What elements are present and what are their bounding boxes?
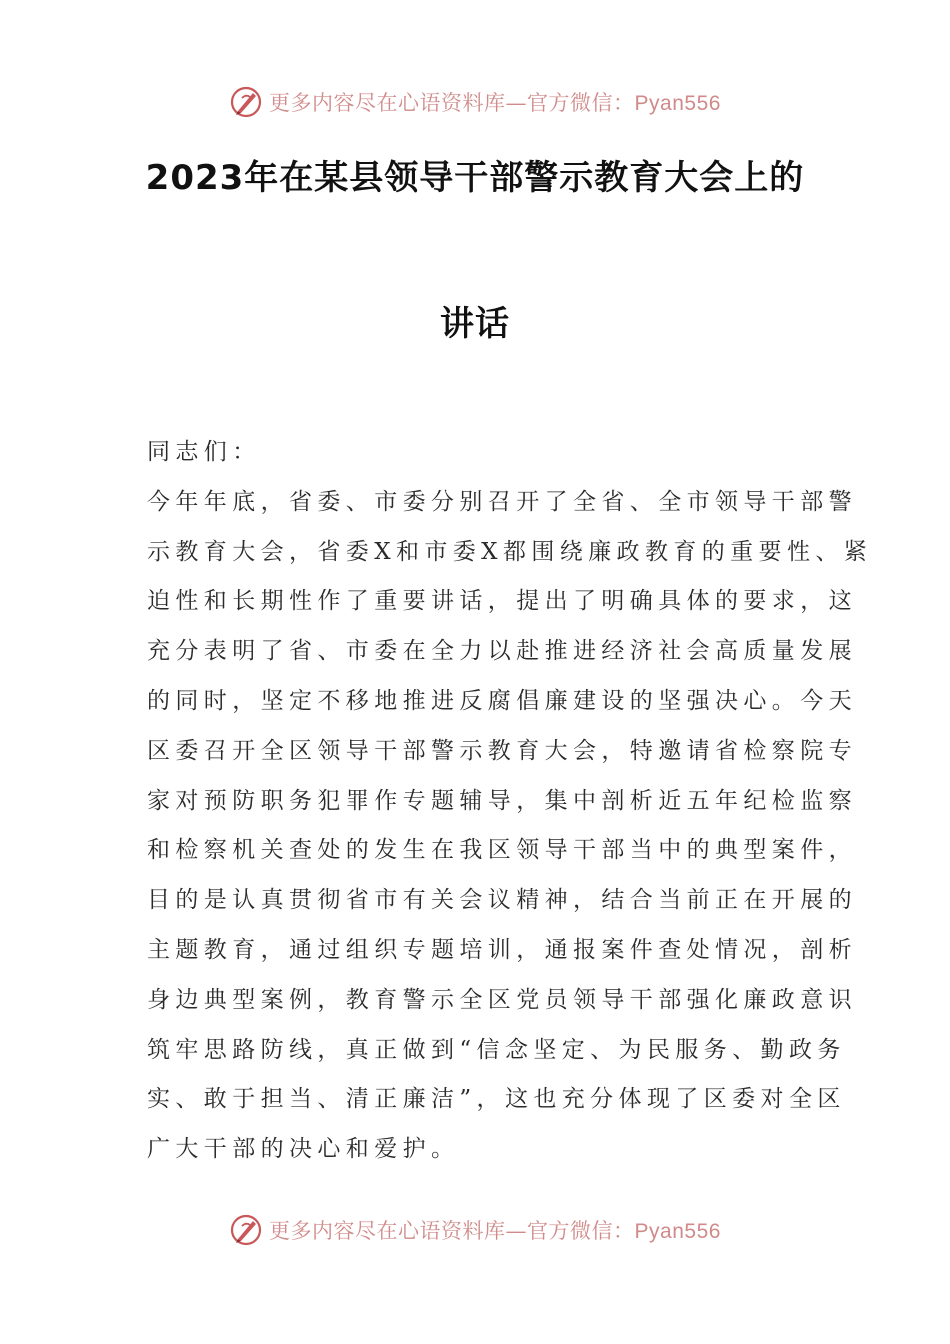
- paragraph-line: 主题教育，通过组织专题培训，通报案件查处情况，剖析: [147, 936, 857, 963]
- paragraph-line: 示教育大会，省委X和市委X都围绕廉政教育的重要性、紧: [147, 538, 873, 565]
- salutation: 同志们：: [147, 439, 261, 465]
- paragraph-line: 和检察机关查处的发生在我区领导干部当中的典型案件，: [147, 837, 857, 864]
- watermark-wechat-id: Pyan556: [634, 1220, 721, 1243]
- paragraph-line: 身边典型案例，教育警示全区党员领导干部强化廉政意识: [147, 986, 857, 1013]
- document-title-line-1: 2023年在某县领导干部警示教育大会上的: [145, 158, 805, 198]
- paragraph-line: 充分表明了省、市委在全力以赴推进经济社会高质量发展: [147, 638, 857, 665]
- paragraph-line: 区委召开全区领导干部警示教育大会，特邀请省检察院专: [147, 737, 857, 764]
- document-title-line-2: 讲话: [440, 304, 510, 344]
- watermark-text: [269, 87, 721, 117]
- paragraph-line: 家对预防职务犯罪作专题辅导，集中剖析近五年纪检监察: [147, 787, 857, 814]
- footer-watermark: [0, 1208, 950, 1252]
- paragraph-line: 的同时，坚定不移地推进反腐倡廉建设的坚强决心。今天: [147, 687, 857, 714]
- paragraph-line: 今年年底，省委、市委分别召开了全省、全市领导干部警: [147, 488, 857, 515]
- watermark-wechat-id: Pyan556: [634, 92, 721, 115]
- paragraph-line: 目的是认真贯彻省市有关会议精神，结合当前正在开展的: [147, 887, 857, 914]
- pen-logo-icon: [229, 85, 263, 119]
- paragraph-line: 迫性和长期性作了重要讲话，提出了明确具体的要求，这: [147, 588, 857, 615]
- paragraph-line: 筑牢思路防线，真正做到“信念坚定、为民服务、勤政务: [147, 1036, 846, 1063]
- watermark-brand: 更多内容尽在心语资料库—官方微信：: [269, 1219, 635, 1243]
- pen-logo-icon: [229, 1213, 263, 1247]
- paragraph-line: 广大干部的决心和爱护。: [147, 1136, 460, 1163]
- watermark-text: [269, 1215, 721, 1245]
- header-watermark: [0, 80, 950, 124]
- watermark-brand: 更多内容尽在心语资料库—官方微信：: [269, 91, 635, 115]
- document-body: [147, 428, 873, 1175]
- paragraph-line: 实、敢于担当、清正廉洁”，这也充分体现了区委对全区: [147, 1086, 846, 1113]
